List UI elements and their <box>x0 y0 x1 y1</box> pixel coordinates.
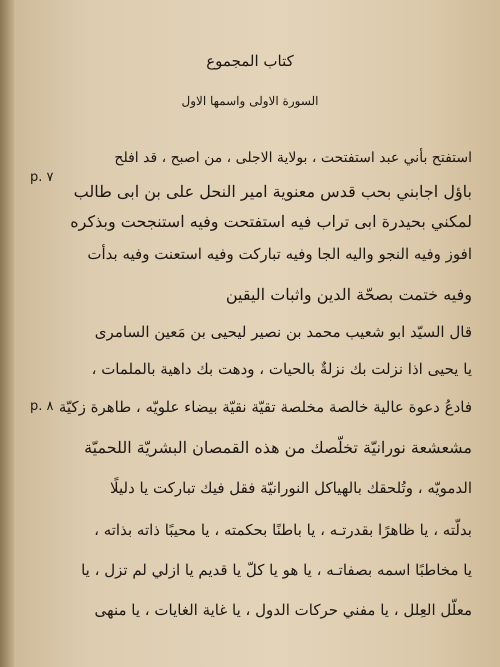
text-line-1: استفتح بأني عبد استفتحت ، بولاية الاجلى ، من اصبح ، قد افلح <box>114 150 472 166</box>
text-line-9: مشعشعة نورانيّة تخلّصك من هذه القمصان البشريّة اللحميّة <box>84 438 472 457</box>
text-line-13: معلّل العِلل ، يا مفني حركات الدول ، يا غاية الغايات ، يا منهى <box>94 601 472 619</box>
margin-note-page-7: p. ٧ <box>30 170 54 185</box>
text-line-12: يا مخاطبًا اسمه بصفاتـه ، يا هو يا كلّ يا قديم يا ازلي لم تزل ، يا <box>81 561 472 579</box>
text-line-11: بدلّته ، يا ظاهرًا بقدرتـه ، يا باطنًا بحكمته ، يا محيبًا ذاته بذاته ، <box>94 521 472 539</box>
text-line-6: قال السيّد ابو شعيب محمد بن نصير ليحيى بن مَعين السامرى <box>94 323 472 341</box>
sura-title: السورة الاولى واسمها الاول <box>181 94 319 108</box>
text-line-4: افوز وفيه النجو واليه الجا وفيه تباركت وفيه استعنت وفيه بدأت <box>87 245 472 263</box>
text-line-3: لمكني بحيدرة ابى تراب فيه استفتحت وفيه استنجحت وبذكره <box>70 212 472 231</box>
text-line-2: باؤل اجابني بحب قدس معنوية امير النحل على بن ابى طالب <box>73 182 472 201</box>
margin-note-page-8: p. ٨ <box>30 399 54 414</box>
text-line-7: يا يحيى اذا نزلت بك نزلةٌ بالحيات ، ودهت بك داهية بالملمات ، <box>91 360 472 378</box>
text-line-10: الدمويّه ، وتُلحقك بالهياكل النورانيّة فقل فيك تباركت يا دليلًا <box>110 479 472 497</box>
text-line-5: وفيه ختمت بصحّة الدين واثبات اليقين <box>225 285 472 304</box>
book-title: كتاب المجموع <box>206 52 294 70</box>
text-line-8: فادعُ دعوة عالية خالصة مخلصة تقيّة نقيّة بيضاء علويّه ، طاهرة زكيّة <box>58 398 472 416</box>
